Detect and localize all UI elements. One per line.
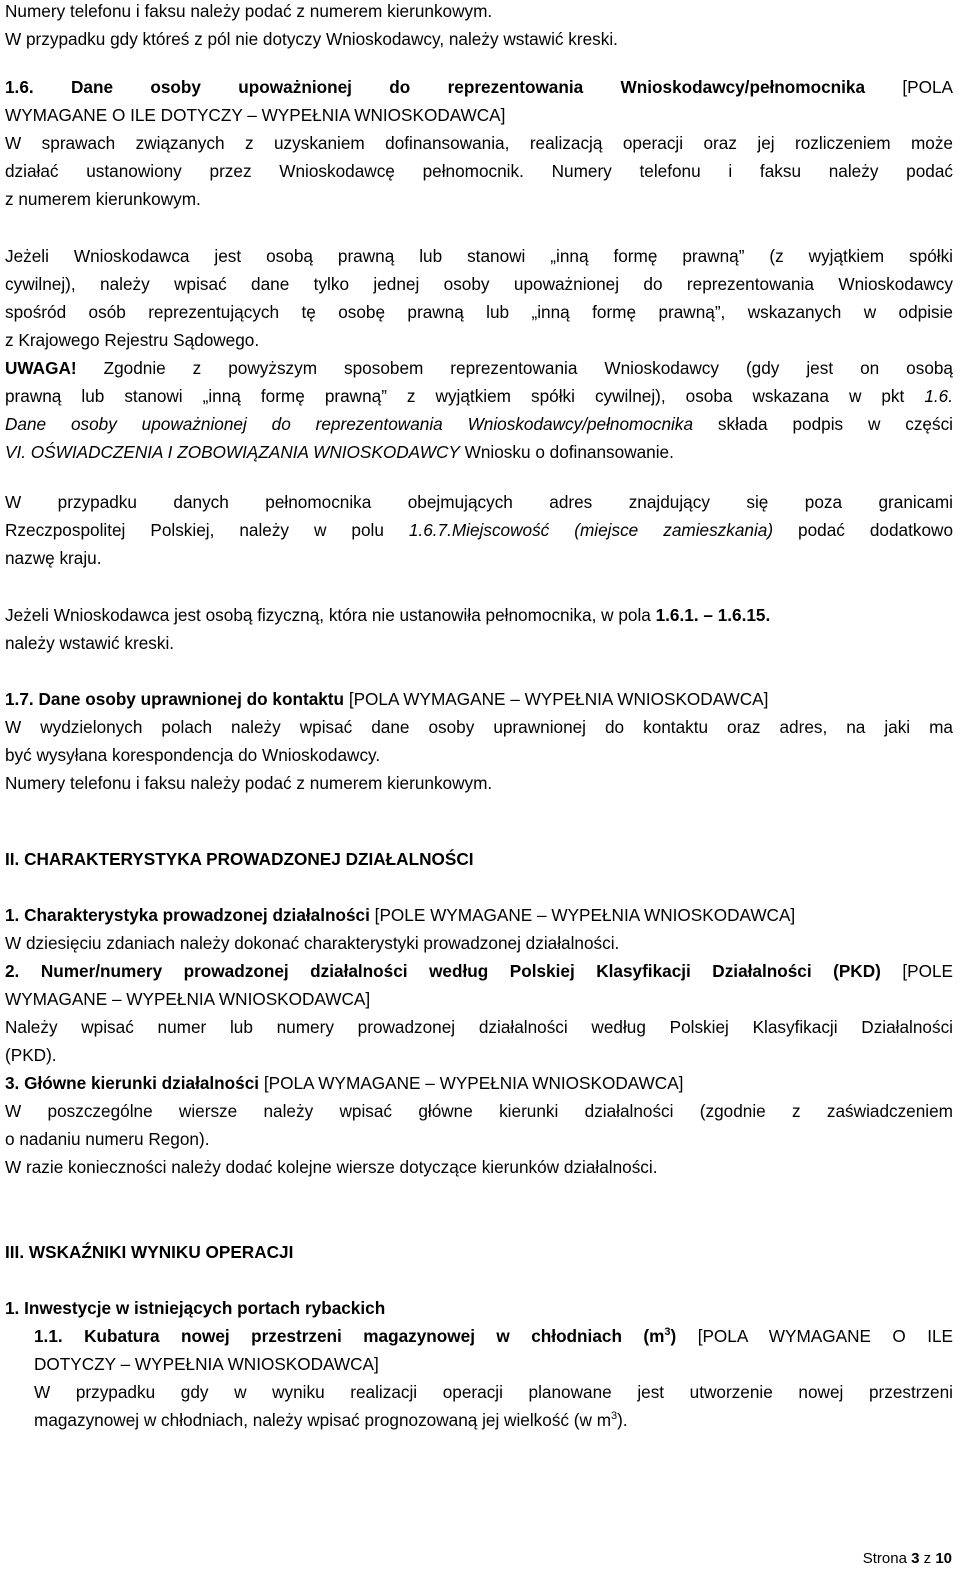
item-heading [5, 957, 953, 985]
text-line: działać ustanowiony przez Wnioskodawcę pełnomocnik. Numery telefonu i faksu należy podać [5, 161, 953, 181]
text-run: Jeżeli Wnioskodawca jest osobą fizyczną, która nie ustanowiła pełnomocnika, w pola [5, 605, 656, 625]
text-line [5, 516, 953, 544]
text-run: Zgodnie z powyższym sposobem reprezentowania Wnioskodawcy (gdy jest on osobą [76, 358, 953, 378]
section-1-7-heading [5, 685, 953, 713]
text-line [5, 382, 953, 410]
text-line: być wysyłana korespondencja do Wnioskodawcy. [5, 745, 381, 765]
text-line [34, 1406, 953, 1437]
text-line: o nadaniu numeru Regon). [5, 1129, 210, 1149]
text-line: WYMAGANE – WYPEŁNIA WNIOSKODAWCA] [5, 989, 371, 1009]
text-run: składa podpis w części [693, 414, 953, 434]
text-run: 1.6. [924, 386, 953, 406]
text-line [5, 601, 953, 629]
text-run: podać dodatkowo [773, 520, 953, 540]
section-1-6-heading [5, 73, 953, 101]
text-run: VI. OŚWIADCZENIA I ZOBOWIĄZANIA WNIOSKODAWCY [5, 442, 460, 462]
text-line [5, 410, 953, 438]
warning-label: UWAGA! [5, 358, 77, 378]
subitem-heading [34, 1322, 953, 1353]
requirement-tag: [POLE [902, 961, 953, 981]
text-line: DOTYCZY – WYPEŁNIA WNIOSKODAWCA] [34, 1354, 379, 1374]
item-title: 3. Główne kierunki działalności [5, 1073, 260, 1093]
text-run: 1.6.7.Miejscowość (miejsce zamieszkania) [408, 520, 774, 540]
text-line: Numery telefonu i faksu należy podać z numerem kierunkowym. [5, 1, 493, 21]
page-prefix: Strona [862, 1550, 912, 1567]
text-line: W przypadku danych pełnomocnika obejmujących adres znajdujący się poza granicami [5, 492, 953, 512]
text-line: z Krajowego Rejestru Sądowego. [5, 330, 260, 350]
text-run: ). [617, 1410, 628, 1430]
text-line [5, 438, 953, 466]
text-run: 1.6.1. – 1.6.15. [655, 605, 771, 625]
text-line: W dziesięciu zdaniach należy dokonać charakterystyki prowadzonej działalności. [5, 933, 620, 953]
total-pages: 10 [935, 1550, 952, 1567]
text-line [5, 354, 953, 382]
text-line: W sprawach związanych z uzyskaniem dofinansowania, realizacją operacji oraz jej rozliczeniem może [5, 133, 953, 153]
superscript: 3 [611, 1410, 618, 1422]
requirement-tag: [POLE WYMAGANE – WYPEŁNIA WNIOSKODAWCA] [369, 905, 796, 925]
text-run: Dane osoby upoważnionej do reprezentowania Wnioskodawcy/pełnomocnika [5, 414, 694, 434]
section-number: 1.6. [5, 77, 34, 97]
text-line: należy wstawić kreski. [5, 633, 175, 653]
section-title: Dane osoby upoważnionej do reprezentowania Wnioskodawcy/pełnomocnika [71, 77, 866, 97]
text-line: cywilnej), należy wpisać dane tylko jednej osoby upoważnionej do reprezentowania Wnioskodawcy [5, 274, 953, 294]
text-run: 1.1. Kubatura nowej przestrzeni magazynowej w chłodniach (m [34, 1326, 665, 1346]
page-number [863, 1549, 952, 1569]
text-line: W przypadku gdy w wyniku realizacji operacji planowane jest utworzenie nowej przestrzeni [34, 1382, 953, 1402]
text-line: WYMAGANE O ILE DOTYCZY – WYPEŁNIA WNIOSKODAWCA] [5, 105, 506, 125]
current-page: 3 [911, 1550, 920, 1567]
chapter-heading: III. WSKAŹNIKI WYNIKU OPERACJI [5, 1242, 294, 1262]
item-heading [5, 1069, 953, 1097]
text-line: Należy wpisać numer lub numery prowadzonej działalności według Polskiej Klasyfikacji Działalności [5, 1017, 953, 1037]
text-run: magazynowej w chłodniach, należy wpisać prognozowaną jej wielkość (w m [34, 1410, 612, 1430]
text-line: z numerem kierunkowym. [5, 189, 201, 209]
text-run: prawną lub stanowi „inną formę prawną” z wyjątkiem spółki cywilnej), osoba wskazana w pkt [5, 386, 925, 406]
text-line: (PKD). [5, 1045, 57, 1065]
text-line: W razie konieczności należy dodać kolejne wiersze dotyczące kierunków działalności. [5, 1157, 658, 1177]
text-line: W przypadku gdy któreś z pól nie dotyczy Wnioskodawcy, należy wstawić kreski. [5, 29, 618, 49]
text-run: Wniosku o dofinansowanie. [459, 442, 674, 462]
subitem-title [34, 1326, 676, 1346]
requirement-tag: [POLA WYMAGANE O ILE [697, 1326, 953, 1346]
chapter-heading: II. CHARAKTERYSTYKA PROWADZONEJ DZIAŁALNOŚCI [5, 849, 474, 869]
requirement-tag: [POLA WYMAGANE – WYPEŁNIA WNIOSKODAWCA] [344, 689, 769, 709]
requirement-tag: [POLA WYMAGANE – WYPEŁNIA WNIOSKODAWCA] [259, 1073, 684, 1093]
item-title: 1. Charakterystyka prowadzonej działalności [5, 905, 370, 925]
text-run: ) [670, 1326, 677, 1346]
text-line: Jeżeli Wnioskodawca jest osobą prawną lub stanowi „inną formę prawną” (z wyjątkiem spółki [5, 246, 953, 266]
text-line: nazwę kraju. [5, 548, 102, 568]
requirement-tag: [POLA [902, 77, 953, 97]
superscript: 3 [664, 1326, 671, 1338]
text-line: W poszczególne wiersze należy wpisać główne kierunki działalności (zgodnie z zaświadczeniem [5, 1101, 953, 1121]
section-number: 1.7. [5, 689, 34, 709]
page-separator: z [919, 1550, 936, 1567]
item-title: 1. Inwestycje w istniejących portach rybackich [5, 1298, 386, 1318]
section-title: Dane osoby uprawnionej do kontaktu [38, 689, 345, 709]
text-line: spośród osób reprezentujących tę osobę prawną lub „inną formę prawną”, wskazanych w odpisie [5, 302, 953, 322]
text-line: W wydzielonych polach należy wpisać dane osoby uprawnionej do kontaktu oraz adres, na jaki ma [5, 717, 953, 737]
item-heading [5, 901, 953, 929]
item-title: 2. Numer/numery prowadzonej działalności według Polskiej Klasyfikacji Działalności (PKD) [5, 961, 881, 981]
text-run: Rzeczpospolitej Polskiej, należy w polu [5, 520, 409, 540]
text-line: Numery telefonu i faksu należy podać z numerem kierunkowym. [5, 773, 493, 793]
